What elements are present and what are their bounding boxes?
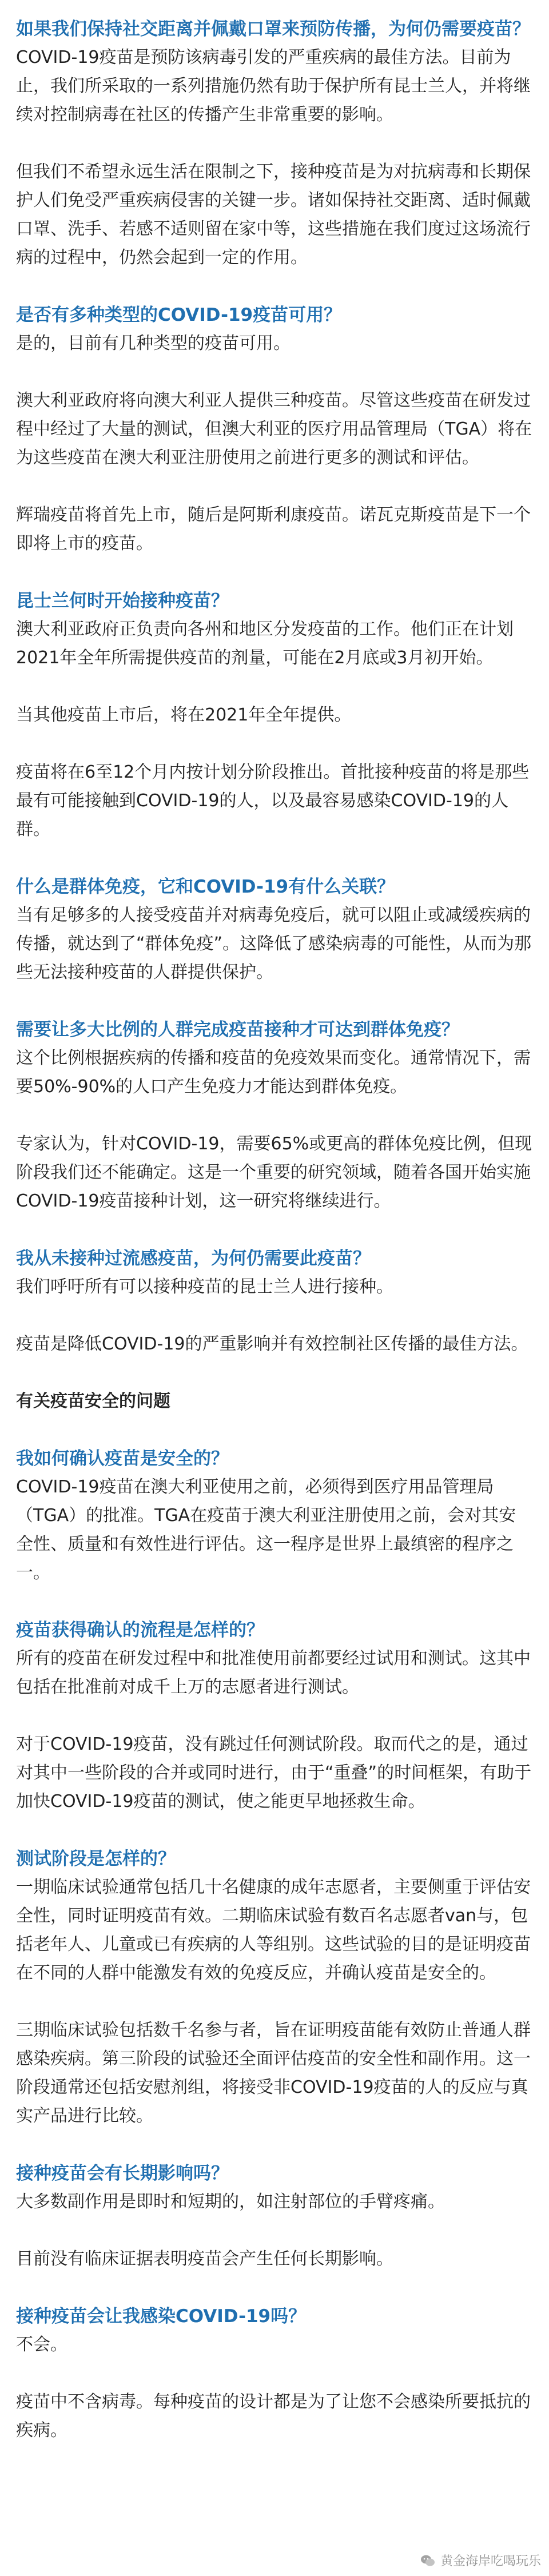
watermark: [420, 2551, 541, 2569]
answer-paragraph: 当有足够多的人接受疫苗并对病毒免疫后，就可以阻止或减缓疾病的传播，就达到了“群体免疫”。这降低了感染病毒的可能性，从而为那些无法接种疫苗的人群提供保护。: [16, 905, 532, 982]
question-heading: 疫苗获得确认的流程是怎样的？: [16, 1620, 264, 1641]
question-heading: 如果我们保持社交距离并佩戴口罩来预防传播，为何仍需要疫苗？: [16, 19, 530, 39]
question-heading: 我如何确认疫苗是安全的？: [16, 1448, 229, 1469]
answer-paragraph: 不会。: [16, 2335, 67, 2355]
answer-paragraph: 一期临床试验通常包括几十名健康的成年志愿者，主要侧重于评估安全性，同时证明疫苗有效。二期临床试验有数百名志愿者van与，包括老年人、儿童或已有疾病的人等组别。这些试验的目的是证明疫苗在不同的人群中能激发有效的免疫反应，并确认疫苗是安全的。: [16, 1877, 531, 1983]
answer-paragraph: 我们呼吁所有可以接种疫苗的昆士兰人进行接种。: [16, 1277, 393, 1297]
watermark-text: 黄金海岸吃喝玩乐: [440, 2554, 541, 2569]
answer-paragraph: 辉瑞疫苗将首先上市，随后是阿斯利康疫苗。诺瓦克斯疫苗是下一个即将上市的疫苗。: [16, 505, 531, 554]
section-title: 有关疫苗安全的问题: [16, 1391, 170, 1411]
wechat-logo-icon: [420, 2553, 436, 2569]
question-heading: 接种疫苗会有长期影响吗？: [16, 2163, 229, 2184]
answer-paragraph: 所有的疫苗在研发过程中和批准使用前都要经过试用和测试。这其中包括在批准前对成千上万的志愿者进行测试。: [16, 1649, 531, 1697]
question-heading: 我从未接种过流感疫苗，为何仍需要此疫苗？: [16, 1248, 371, 1269]
answer-paragraph: 疫苗将在6至12个月内按计划分阶段推出。首批接种疫苗的将是那些最有可能接触到COVID-19的人，以及最容易感染COVID-19的人群。: [16, 762, 530, 839]
answer-paragraph: 澳大利亚政府将向澳大利亚人提供三种疫苗。尽管这些疫苗在研发过程中经过了大量的测试，但澳大利亚的医疗用品管理局（TGA）将在为这些疫苗在澳大利亚注册使用之前进行更多的测试和评估。: [16, 391, 532, 468]
question-heading: 需要让多大比例的人群完成疫苗接种才可达到群体免疫？: [16, 1020, 459, 1040]
question-heading: 测试阶段是怎样的？: [16, 1849, 176, 1869]
answer-paragraph: 对于COVID-19疫苗，没有跳过任何测试阶段。取而代之的是，通过对其中一些阶段的合并或同时进行，由于“重叠”的时间框架，有助于加快COVID-19疫苗的测试，使之能更早地拯救生命。: [16, 1734, 532, 1811]
answer-paragraph: 澳大利亚政府正负责向各州和地区分发疫苗的工作。他们正在计划2021年全年所需提供疫苗的剂量，可能在2月底或3月初开始。: [16, 619, 514, 668]
question-heading: 什么是群体免疫，它和COVID-19有什么关联？: [16, 877, 395, 897]
answer-paragraph: 专家认为，针对COVID-19，需要65%或更高的群体免疫比例，但现阶段我们还不能确定。这是一个重要的研究领域，随着各国开始实施COVID-19疫苗接种计划，这一研究将继续进行。: [16, 1134, 532, 1211]
question-heading: 昆士兰何时开始接种疫苗？: [16, 591, 229, 611]
answer-paragraph: 疫苗是降低COVID-19的严重影响并有效控制社区传播的最佳方法。: [16, 1334, 528, 1354]
question-heading: 接种疫苗会让我感染COVID-19吗？: [16, 2306, 307, 2327]
answer-paragraph: 疫苗中不含病毒。每种疫苗的设计都是为了让您不会感染所要抵抗的疾病。: [16, 2392, 531, 2440]
answer-paragraph: 当其他疫苗上市后，将在2021年全年提供。: [16, 705, 352, 725]
answer-paragraph: 三期临床试验包括数千名参与者，旨在证明疫苗能有效防止普通人群感染疾病。第三阶段的试验还全面评估疫苗的安全性和副作用。这一阶段通常还包括安慰剂组，将接受非COVID-19疫苗的人的反应与真实产品进行比较。: [16, 2020, 531, 2126]
answer-paragraph: 大多数副作用是即时和短期的，如注射部位的手臂疼痛。: [16, 2192, 445, 2212]
answer-paragraph: COVID-19疫苗是预防该病毒引发的严重疾病的最佳方法。目前为止，我们所采取的一系列措施仍然有助于保护所有昆士兰人，并将继续对控制病毒在社区的传播产生非常重要的影响。: [16, 47, 531, 125]
answer-paragraph: COVID-19疫苗在澳大利亚使用之前，必须得到医疗用品管理局（TGA）的批准。TGA在疫苗于澳大利亚注册使用之前，会对其安全性、质量和有效性进行评估。这一程序是世界上最缜密的程序之一。: [16, 1477, 516, 1583]
question-heading: 是否有多种类型的COVID-19疫苗可用？: [16, 305, 342, 325]
answer-paragraph: 这个比例根据疾病的传播和疫苗的免疫效果而变化。通常情况下，需要50%-90%的人口产生免疫力才能达到群体免疫。: [16, 1048, 531, 1097]
answer-paragraph: 是的，目前有几种类型的疫苗可用。: [16, 333, 291, 353]
answer-paragraph: 但我们不希望永远生活在限制之下，接种疫苗是为对抗病毒和长期保护人们免受严重疾病侵害的关键一步。诸如保持社交距离、适时佩戴口罩、洗手、若感不适则留在家中等，这些措施在我们度过这场流行病的过程中，仍然会起到一定的作用。: [16, 162, 531, 268]
answer-paragraph: 目前没有临床证据表明疫苗会产生任何长期影响。: [16, 2249, 393, 2269]
